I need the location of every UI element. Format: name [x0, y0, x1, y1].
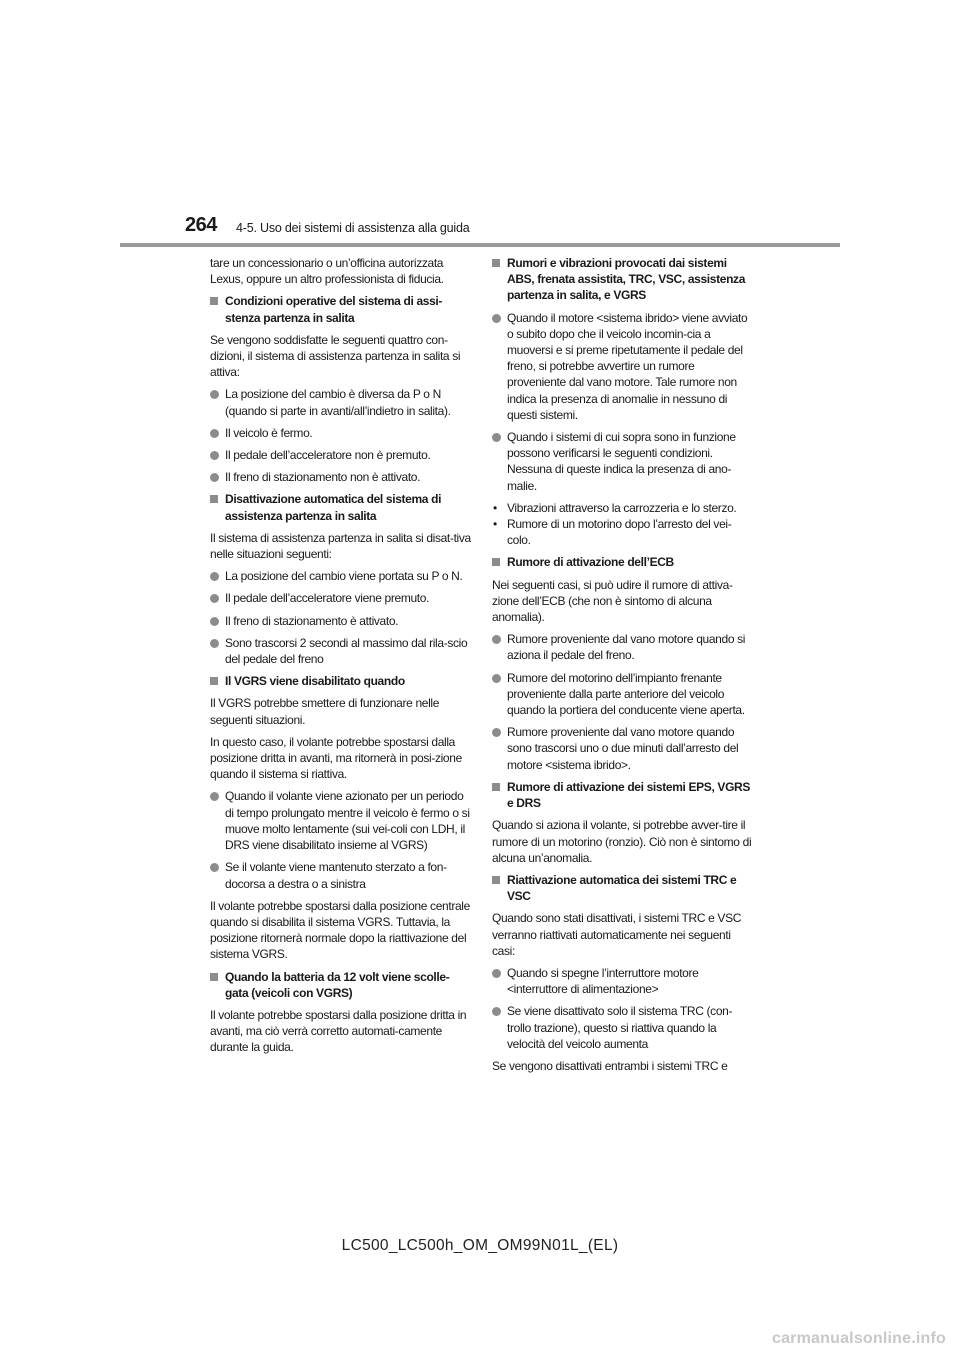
paragraph: Il VGRS potrebbe smettere di funzionare nelle seguenti situazioni.	[210, 696, 440, 727]
paragraph: Il sistema di assistenza partenza in salita si disat-tiva nelle situazioni seguenti:	[210, 530, 471, 562]
bullet-item: Quando i sistemi di cui sopra sono in funzione possono verificarsi le seguenti condizioni. Nessuna di queste indica la presenza di ano-malie.	[492, 429, 754, 494]
bullet-item: Il pedale dell’acceleratore viene premuto.	[210, 590, 472, 606]
bullet-item: Rumore proveniente dal vano motore quando si aziona il pedale del freno.	[492, 631, 754, 663]
watermark: carmanualsonline.info	[771, 1330, 946, 1347]
bullet-item: Il freno di stazionamento non è attivato.	[210, 469, 472, 485]
section-title: 4-5. Uso dei sistemi di assistenza alla guida	[236, 221, 470, 235]
bullet-item: Quando il volante viene azionato per un periodo di tempo prolungato mentre il veicolo è fermo o si muove molto lentamente (sui vei-coli con LDH, il DRS viene disabilitato insieme al VGRS)	[210, 788, 472, 853]
sub-bullet-item: • Vibrazioni attraverso la carrozzeria e lo sterzo.	[492, 500, 754, 516]
section-heading: Riattivazione automatica dei sistemi TRC e VSC	[492, 872, 754, 904]
header-rule	[120, 243, 840, 247]
bullet-item: Il veicolo è fermo.	[210, 425, 472, 441]
section-heading: Rumore di attivazione dell’ECB	[492, 554, 754, 570]
paragraph: tare un concessionario o un’officina autorizzata Lexus, oppure un altro professionista di fiducia.	[210, 256, 444, 287]
bullet-item: Quando si spegne l’interruttore motore <interruttore di alimentazione>	[492, 965, 754, 997]
bullet-item: La posizione del cambio viene portata su P o N.	[210, 568, 472, 584]
bullet-item: Rumore proveniente dal vano motore quando sono trascorsi uno o due minuti dall’arresto del motore <sistema ibrido>.	[492, 724, 754, 773]
section-heading: Condizioni operative del sistema di assi-stenza partenza in salita	[210, 293, 472, 325]
paragraph: In questo caso, il volante potrebbe spostarsi dalla posizione dritta in avanti, ma ritornerà in posi-zione quando il sistema si riattiva.	[210, 734, 462, 782]
section-heading: Il VGRS viene disabilitato quando	[210, 673, 472, 689]
bullet-item: Se viene disattivato solo il sistema TRC (con-trollo trazione), questo si riattiva quando la velocità del veicolo aumenta	[492, 1003, 754, 1052]
page-number: 264	[185, 214, 217, 236]
right-column	[492, 255, 754, 1080]
bullet-item: Quando il motore <sistema ibrido> viene avviato o subito dopo che il veicolo incomin-cia a muoversi e si preme ripetutamente il pedale del freno, si potrebbe avvertire un rumore proveniente dal vano motore. Tale rumore non indica la presenza di anomalie in nessuno di questi sistemi.	[492, 310, 754, 423]
section-heading: Rumori e vibrazioni provocati dai sistemi ABS, frenata assistita, TRC, VSC, assistenza partenza in salita, e VGRS	[492, 255, 754, 304]
paragraph: Il volante potrebbe spostarsi dalla posizione dritta in avanti, ma ciò verrà corretto automati-camente durante la guida.	[210, 1007, 467, 1055]
bullet-item: Rumore del motorino dell’impianto frenante proveniente dalla parte anteriore del veicolo quando la portiera del conducente viene aperta.	[492, 670, 754, 719]
section-heading: Quando la batteria da 12 volt viene scolle-gata (veicoli con VGRS)	[210, 969, 472, 1001]
bullet-item: Il pedale dell’acceleratore non è premuto.	[210, 447, 472, 463]
left-column	[210, 255, 472, 1062]
bullet-item: Il freno di stazionamento è attivato.	[210, 613, 472, 629]
document-code: LC500_LC500h_OM_OM99N01L_(EL)	[341, 1237, 619, 1254]
paragraph: Se vengono soddisfatte le seguenti quattro con-dizioni, il sistema di assistenza partenza in salita si attiva:	[210, 332, 461, 380]
sub-bullet-item: • Rumore di un motorino dopo l’arresto del vei-colo.	[492, 516, 754, 548]
paragraph: Quando sono stati disattivati, i sistemi TRC e VSC verranno riattivati automaticamente nei seguenti casi:	[492, 911, 742, 958]
paragraph: Quando si aziona il volante, si potrebbe avver-tire il rumore di un motorino (ronzio). Ciò non è sintomo di alcuna un’anomalia.	[492, 818, 752, 865]
paragraph: Il volante potrebbe spostarsi dalla posizione centrale quando si disabilita il sistema VGRS. Tuttavia, la posizione ritornerà normale dopo la riattivazione del sistema VGRS.	[210, 898, 470, 962]
bullet-item: Se il volante viene mantenuto sterzato a fon-docorsa a destra o a sinistra	[210, 859, 472, 891]
section-heading: Rumore di attivazione dei sistemi EPS, VGRS e DRS	[492, 779, 754, 811]
bullet-item: Sono trascorsi 2 secondi al massimo dal rila-scio del pedale del freno	[210, 635, 472, 667]
section-heading: Disattivazione automatica del sistema di assistenza partenza in salita	[210, 491, 472, 523]
bullet-item: La posizione del cambio è diversa da P o N (quando si parte in avanti/all’indietro in salita).	[210, 386, 472, 418]
paragraph: Se vengono disattivati entrambi i sistemi TRC e	[492, 1058, 728, 1073]
paragraph: Nei seguenti casi, si può udire il rumore di attiva-zione dell’ECB (che non è sintomo di alcuna anomalia).	[492, 577, 733, 625]
